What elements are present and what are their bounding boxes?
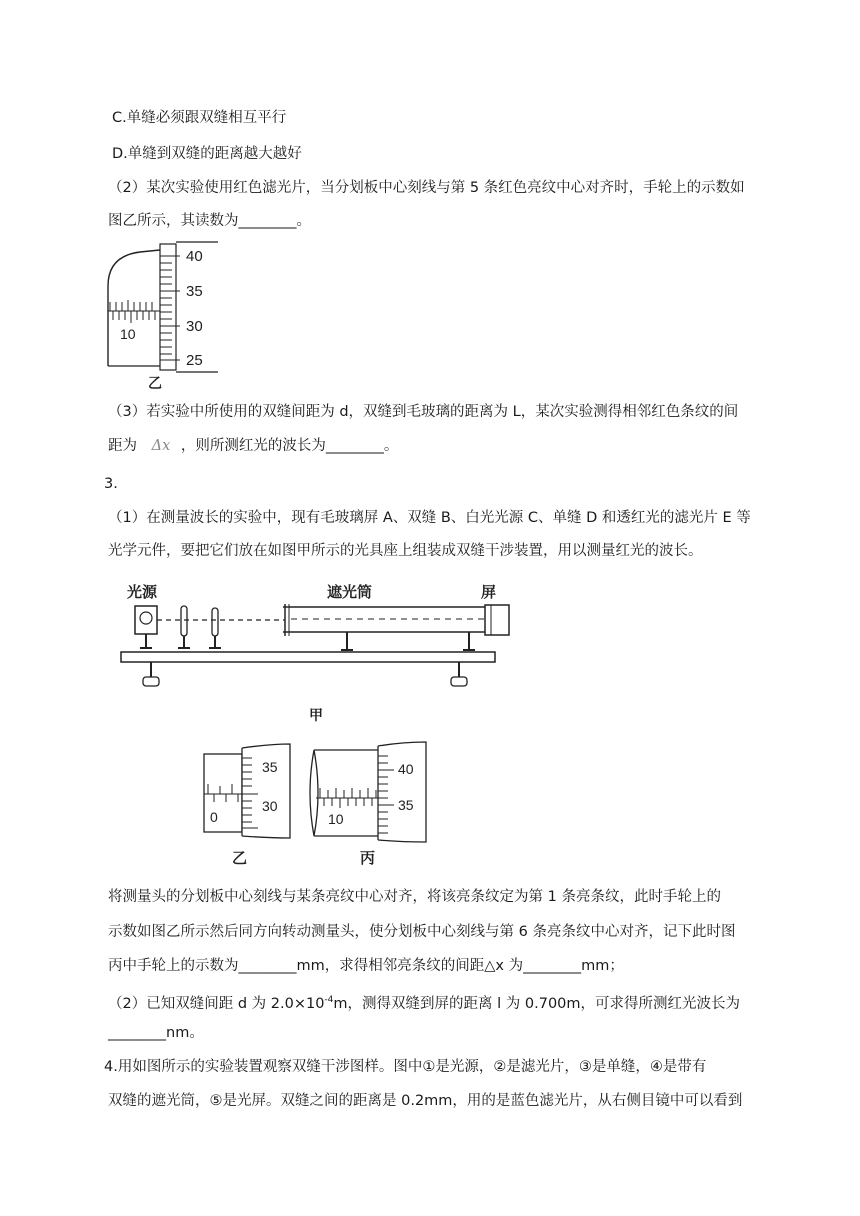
option-c: C.单缝必须跟双缝相互平行 xyxy=(112,110,287,126)
thimble-tick-30: 30 xyxy=(186,318,203,335)
label-light-source: 光源 xyxy=(127,583,158,601)
q2-part3-line2-end: ，则所测红光的波长为________。 xyxy=(180,438,399,454)
figure-caption-yi: 乙 xyxy=(232,849,248,867)
q3-part2-line1-start: （2）已知双缝间距 d 为 2.0×10 xyxy=(108,995,325,1012)
thimble-tick-35: 35 xyxy=(398,797,414,813)
option-d: D.单缝到双缝的距离越大越好 xyxy=(112,146,302,162)
main-scale-label: 10 xyxy=(120,326,136,342)
q3-part1-line1: （1）在测量波长的实验中，现有毛玻璃屏 A、双缝 B、白光光源 C、单缝 D 和透红光的滤光片 E 等 xyxy=(108,510,751,526)
micrometer-figure-yi-q2 xyxy=(100,238,225,393)
q4-line1: 4.用如图所示的实验装置观察双缝干涉图样。图中①是光源，②是滤光片，③是单缝，④是带有 xyxy=(104,1059,707,1075)
main-scale-label: 10 xyxy=(328,811,344,827)
thimble-tick-30: 30 xyxy=(262,798,278,814)
q4-line2: 双缝的遮光筒，⑤是光屏。双缝之间的距离是 0.2mm，用的是蓝色滤光片，从右侧目镜中可以看到 xyxy=(108,1093,743,1109)
q3-part2-line1 xyxy=(108,990,740,1014)
thimble-tick-40: 40 xyxy=(398,761,414,777)
screen-end xyxy=(485,605,509,635)
bench-rail xyxy=(121,652,495,662)
q2-part2-line1: （2）某次实验使用红色滤光片，当分划板中心刻线与第 5 条红色亮纹中心对齐时，手轮上的示数如 xyxy=(108,180,745,196)
q3-part1-line2: 光学元件，要把它们放在如图甲所示的光具座上组装成双缝干涉装置，用以测量红光的波长。 xyxy=(108,543,703,559)
label-shading-tube: 遮光筒 xyxy=(327,583,373,601)
q2-part2-line2: 图乙所示，其读数为________。 xyxy=(108,213,311,229)
optical-bench-figure-jia xyxy=(115,578,535,728)
figure-caption-bing: 丙 xyxy=(360,849,376,867)
single-slit-holder xyxy=(209,608,221,648)
q2-part3-line2 xyxy=(108,436,398,456)
thimble-tick-35: 35 xyxy=(186,283,203,300)
exponent: -4 xyxy=(324,995,334,1005)
q2-part3-line1: （3）若实验中所使用的双缝间距为 d，双缝到毛玻璃的距离为 L，某次实验测得相邻红色条纹的间 xyxy=(108,404,739,420)
filter-holder xyxy=(178,606,190,648)
shading-tube xyxy=(283,604,485,636)
bulb-icon xyxy=(140,612,152,624)
label-screen: 屏 xyxy=(481,583,497,601)
q3-text-line1: 将测量头的分划板中心刻线与某条亮纹中心对齐，将该亮条纹定为第 1 条亮条纹，此时手轮上的 xyxy=(108,889,721,905)
q3-part2-line2: ________nm。 xyxy=(108,1025,204,1041)
q3-text-line2: 示数如图乙所示然后同方向转动测量头，使分划板中心刻线与第 6 条亮条纹中心对齐，记下此时图 xyxy=(108,924,736,940)
q3-part2-line1-end: m，测得双缝到屏的距离 l 为 0.700m，可求得所测红光波长为 xyxy=(333,995,741,1012)
figure-caption-yi: 乙 xyxy=(148,376,162,392)
q3-number: 3. xyxy=(104,476,118,492)
thimble-tick-40: 40 xyxy=(186,248,203,265)
figure-caption-jia: 甲 xyxy=(309,708,323,724)
thimble-tick-35: 35 xyxy=(262,759,278,775)
thimble-tick-25: 25 xyxy=(186,352,203,369)
micrometer-figure-bing xyxy=(308,738,438,868)
delta-x-symbol: Δx xyxy=(151,438,171,454)
main-scale-label: 0 xyxy=(210,809,218,825)
q2-part3-line2-start: 距为 xyxy=(108,438,137,454)
q3-text-line3: 丙中手轮上的示数为________mm，求得相邻亮条纹的间距△x 为________mm； xyxy=(108,958,624,974)
micrometer-figure-yi-q3 xyxy=(200,738,300,868)
